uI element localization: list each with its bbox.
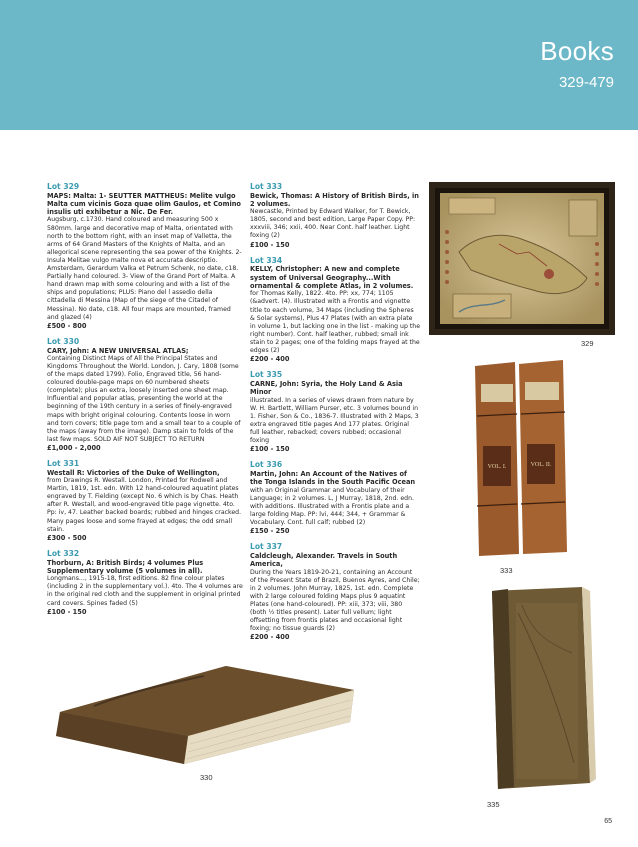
lot-title: Westall R: Victories of the Duke of Wellington, <box>47 468 220 477</box>
lot-entry <box>250 460 420 535</box>
lot-number: Lot 330 <box>47 337 80 346</box>
lot-entry <box>47 459 243 542</box>
lot-description: with an Original Grammar and Vocabulary of their Language; in 2 volumes. L, J Murray, 1818, 2nd. edn. with additions. Illustrated with a Frontis plate and a large folding Map. PP: lvi, 444; 344, + Grammar & Vocabulary. Cont. full calf; rubbed (2) <box>250 486 414 526</box>
lot-description: from Drawings R. Westall. London, Printed for Rodwell and Martin, 1819, 1st. edn. With 12 hand-coloured aquatint plates engraved by T. Fielding (except No. 6 which is by Chas. Heath after R. Westall, and wood-engraved title page vignette. 4to. Pp: iv, 47. Leather backed boards; rubbed and hinges cracked. Many pages loose and some frayed at edges; the odd small stain. <box>47 477 242 533</box>
lot-title: MAPS: Malta: 1- SEUTTER MATTHEUS: Melite vulgo Malta cum vicinis Goza quae olim Gaulos, et Comino insulis uti exhibetur a Nic. De Fer. <box>47 191 241 217</box>
map-of-malta-image <box>429 182 615 335</box>
caption-333: 333 <box>500 566 513 575</box>
spine-label-vol-2: VOL. II. <box>530 462 552 468</box>
lot-estimate: £200 - 400 <box>250 355 290 364</box>
lot-entry <box>47 337 243 452</box>
lot-range: 329-479 <box>558 74 614 91</box>
lot-title: CARY, John: A NEW UNIVERSAL ATLAS; <box>47 346 189 355</box>
header-band <box>0 0 638 130</box>
lot-title: Thorburn, A: British Birds; 4 volumes Plus Supplementary volume (5 volumes in all). <box>47 558 204 575</box>
column-middle <box>250 182 420 649</box>
lot-number: Lot 336 <box>250 460 283 470</box>
lot-description: illustrated. In a series of views drawn from nature by W. H. Bartlett, William Purser, etc. 3 volumes bound in 1. Fisher, Son & Co., 1836-7. Illustrated with 2 Maps, 3 extra engraved title pages And 177 plates. Original full leather, rebacked; covers rubbed; occasional foxing <box>250 396 419 445</box>
column-left <box>47 182 243 623</box>
section-title: Books <box>540 36 614 66</box>
lot-title: Martin, John: An Account of the Natives of the Tonga Islands in the South Pacific Ocean <box>250 470 416 487</box>
lot-estimate: £100 - 150 <box>250 445 290 454</box>
lot-description: Augsburg, c.1730. Hand coloured and measuring 500 x 580mm. large and decorative map of Malta, orientated with north to the bottom right, with an inset map of Valletta, the arms of 64 Grand Masters of the Knights of Malta, and an allegorical scene representing the sea power of the Knights. 2- Insula Melitae vulgo malte nova et accurata descriptio. Amsterdam, Gerardum Valka et Petrum Schenk, no date, c18. Partially hand coloured. 3- View of the Grand Port of Malta. A hand drawn map with some colouring and with a list of the ships and populations; PLUS: Piano del l assedio della cittadella di Messina (Map of the siege of the Citadel of Messina). No date, c18. All four maps are mounted, framed and glazed (4) <box>47 216 242 321</box>
lot-entry <box>47 549 243 616</box>
lot-description: Longmans..., 1915-18, first editions. 82 fine colour plates (including 2 in the supplementary vol.). 4to. The 4 volumes are in the original red cloth and the supplement in original printed card covers. Spines faded (5) <box>47 575 243 607</box>
lot-entry <box>250 182 420 249</box>
lot-estimate: £300 - 500 <box>47 533 87 542</box>
lot-title: Caldcleugh, Alexander. Travels in South America, <box>250 551 398 569</box>
lot-description: for Thomas Kelly, 1822. 4to. PP: xx, 774; 1105 (&advert. (4). Illustrated with a Frontis and vignette title to each volume, 34 Maps (including the Spheres & Solar systems), Plus 47 Plates (with an extra plate in volume 1, but lacking one in the list - making up the right number). Cont. half leather, rubbed; small ink stain to 2 pages; one of the folding maps frayed at the edges (2) <box>250 290 421 354</box>
lot-entry <box>250 256 420 364</box>
lot-estimate: £100 - 150 <box>250 240 290 249</box>
lot-number: Lot 335 <box>250 370 283 380</box>
lot-title: CARNE, John: Syria, the Holy Land & Asia Minor <box>250 379 403 397</box>
lot-estimate: £500 - 800 <box>47 321 87 330</box>
lot-title: Bewick, Thomas: A History of British Birds, in 2 volumes. <box>250 191 419 208</box>
lot-description: During the Years 1819-20-21, containing an Account of the Present State of Brazil, Buenos Ayres, and Chile; in 2 volumes. John Murray, 1825, 1st. edn. Complete with 2 large coloured folding Maps plus 9 aquatint Plates (one hand-coloured). PP: xiii, 373; viii, 380 (both ½ titles present). Later full vellum; light offsetting from frontis plates and occasional light foxing; no tissue guards (2) <box>250 568 420 633</box>
lot-entry <box>250 542 420 641</box>
lot-number: Lot 332 <box>47 549 80 559</box>
page-number: 65 <box>604 818 612 825</box>
lot-number: Lot 331 <box>47 459 80 469</box>
worn-book-image <box>54 660 359 768</box>
single-volume-image <box>478 583 602 795</box>
caption-330: 330 <box>200 773 213 782</box>
lot-estimate: £150 - 250 <box>250 527 290 536</box>
lot-estimate: £1,000 - 2,000 <box>47 443 101 452</box>
lot-entry <box>47 182 243 330</box>
lot-title: KELLY, Christopher: A new and complete system of Universal Geography...With ornamental & complete Atlas, in 2 volumes. <box>250 265 414 291</box>
lot-estimate: £100 - 150 <box>47 607 87 616</box>
lot-number: Lot 334 <box>250 255 283 265</box>
caption-335: 335 <box>487 800 500 809</box>
lot-entry <box>250 370 420 453</box>
lot-description: Containing Distinct Maps of All the Principal States and Kingdoms Throughout the World. London, J. Cary, 1808 (some of the maps dated 1799). Folio, Engraved title, 56 hand-coloured double-page maps on 60 numbered sheets (complete); plus an extra, loosely inserted one sheet map. Influential and popular atlas, presenting the world at the beginning of the 19th century in a series of finely-engraved maps with bright original colouring. Contents loose in worn and torn covers; title page torn and a small tear to a couple of the maps (away from the image). Damp stain to folds of the last few maps. SOLD AIF NOT SUBJECT TO RETURN <box>47 354 241 443</box>
two-volumes-image <box>467 356 573 561</box>
lot-number: Lot 329 <box>47 182 80 191</box>
caption-329: 329 <box>581 339 594 348</box>
lot-description: Newcastle, Printed by Edward Walker, for T. Bewick, 1805, second and best edition, Large Paper Copy. PP: xxxviii, 346; xxii, 400. Near Cont. half leather. Light foxing (2) <box>250 208 416 240</box>
lot-number: Lot 333 <box>250 182 283 191</box>
lot-number: Lot 337 <box>250 542 283 552</box>
spine-label-vol-1: VOL. I. <box>487 464 507 470</box>
lot-estimate: £200 - 400 <box>250 633 290 642</box>
